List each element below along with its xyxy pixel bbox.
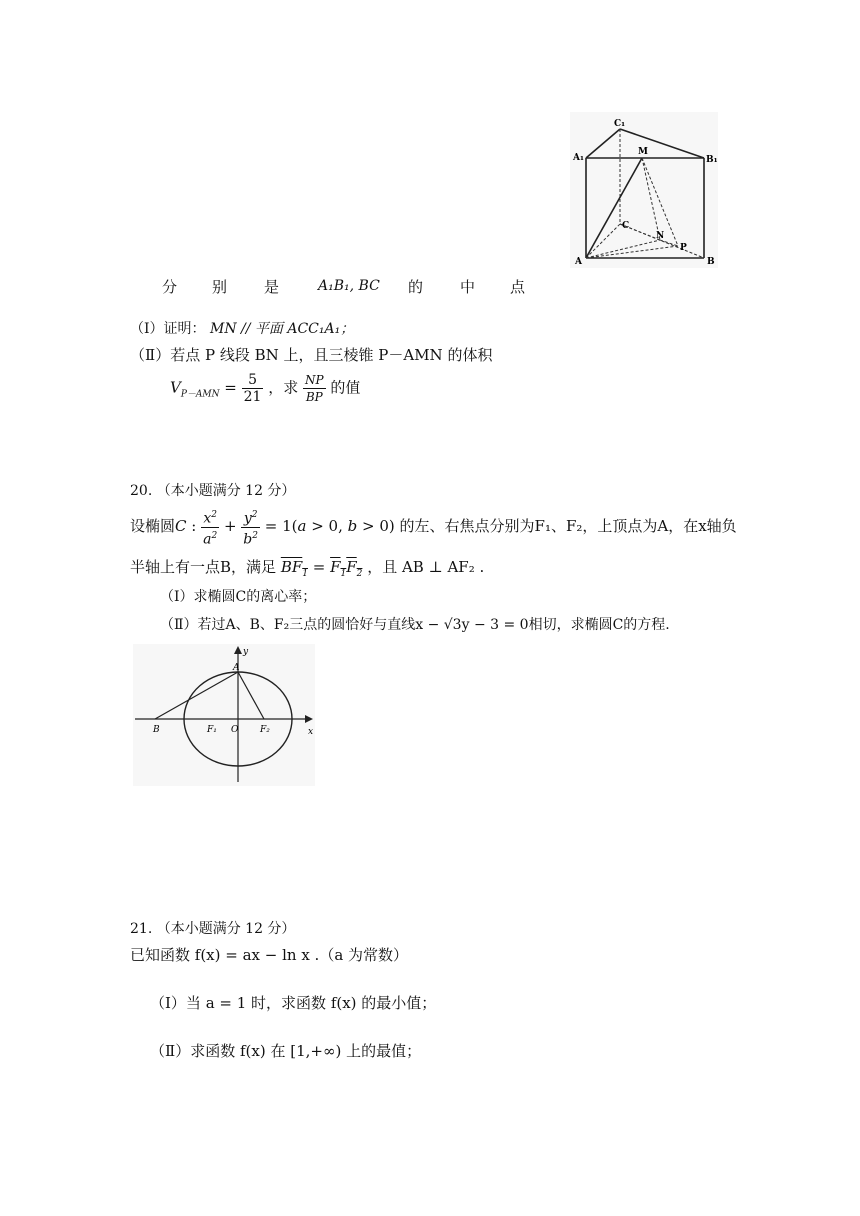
ratio-den: BP (305, 390, 323, 402)
q19-part1 (130, 318, 354, 338)
q20-part2: （Ⅱ）若过A、B、F₂三点的圆恰好与直线x − √3y − 3 = 0相切，求椭圆C的方程. (160, 617, 670, 633)
ask-text: ，求 (268, 378, 299, 397)
q21-header: 21. （本小题满分 12 分） (130, 921, 296, 937)
word-2: 别 (212, 278, 228, 296)
volume-subscript: P－AMN (180, 389, 220, 400)
q21-part2: （Ⅱ）求函数 f(x) 在 [1,+∞) 上的最值； (150, 1042, 422, 1060)
q19-part1-prefix: （Ⅰ）证明： (130, 321, 206, 337)
volume-den: 21 (243, 389, 262, 402)
label-F1: F₁ (207, 725, 217, 735)
word-6: 点 (510, 278, 526, 296)
q20-header: 20. （本小题满分 12 分） (130, 483, 296, 499)
label-N: N (656, 231, 665, 241)
q20-line1-prefix: 设椭圆 (130, 517, 176, 535)
ratio-fraction (303, 372, 326, 402)
word-5: 中 (460, 278, 476, 296)
label-B: B (153, 725, 160, 735)
ratio-num: NP (305, 373, 324, 387)
ask-tail: 的值 (330, 378, 361, 397)
label-B: B (707, 257, 715, 267)
label-A: A (575, 257, 582, 267)
label-B1: B₁ (706, 155, 718, 165)
q21-line1: 已知函数 f(x) = ax − ln x .（a 为常数） (130, 946, 409, 964)
q20-line2-tail: ，且 AB ⊥ AF₂ . (367, 558, 485, 576)
label-x: x (308, 727, 314, 737)
label-y: y (243, 647, 249, 657)
label-F2: F₂ (260, 725, 270, 735)
prism-figure (570, 112, 718, 268)
q20-line2: 半轴上有一点B，满足 $BF_1 = F_1F_2$ ，且 AB ⊥ AF₂ . (130, 558, 485, 579)
label-O: O (231, 725, 239, 735)
q20-line1-rest: 的左、右焦点分别为F₁、F₂，上顶点为A，在x轴负 (399, 517, 737, 535)
label-C: C (622, 221, 630, 231)
label-A1: A₁ (573, 153, 584, 163)
word-3: 是 (264, 278, 280, 296)
label-M: M (638, 147, 648, 157)
volume-num: 5 (242, 372, 264, 389)
label-A: A (233, 663, 240, 673)
label-P: P (680, 243, 687, 253)
q20-line1: 设椭圆C : $\frac{x^2}{a^2}$ + $\frac{y^2}{b^2}$ = 1(a > 0, b > 0) 的左、右焦点分别为F₁、F₂，上顶点为A，在x轴负 (130, 506, 737, 547)
q21-part1: （Ⅰ）当 a = 1 时，求函数 f(x) 的最小值； (150, 994, 437, 1012)
volume-lhs: V (170, 378, 181, 397)
q20-line2-text: 半轴上有一点B，满足 (130, 558, 277, 576)
label-C1: C₁ (614, 119, 626, 129)
q19-part2: （Ⅱ）若点 P 线段 BN 上，且三棱锥 P－AMN 的体积 (130, 346, 493, 364)
volume-fraction (242, 372, 264, 402)
q20-part1: （Ⅰ）求椭圆C的离心率； (160, 589, 317, 605)
word-4: 的 (408, 278, 424, 296)
word-1: 分 (162, 278, 178, 296)
midpoint-segments: A₁B₁, BC (318, 278, 380, 294)
volume-formula: $V_{P-AMN}$ = $\frac{5}{21}$ ，求 $\frac{NP}{BP}$ 的值 (170, 372, 360, 402)
q19-part1-math: MN // 平面 ACC₁A₁； (209, 321, 355, 337)
ellipse-figure (133, 644, 315, 786)
